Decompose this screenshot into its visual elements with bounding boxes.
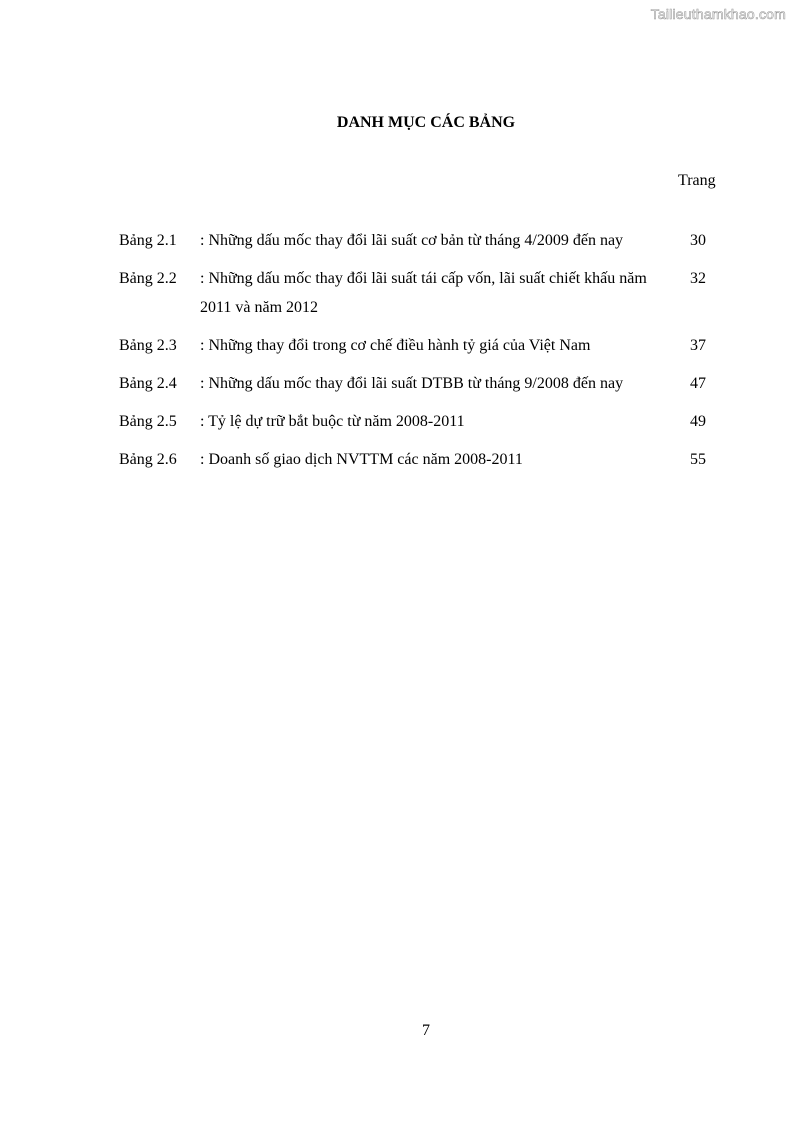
table-description: : Những dấu mốc thay đổi lãi suất tái cấp vốn, lãi suất chiết khấu năm 2011 và năm 2012 xyxy=(200,270,647,316)
table-label: Bảng 2.6 xyxy=(119,451,177,468)
table-description: : Những thay đổi trong cơ chế điều hành tỷ giá của Việt Nam xyxy=(200,337,591,354)
table-page: 30 xyxy=(690,232,706,249)
page-number: 7 xyxy=(422,1022,430,1039)
list-item xyxy=(119,407,719,436)
table-label: Bảng 2.2 xyxy=(119,270,177,287)
list-item xyxy=(119,226,719,255)
table-description: : Doanh số giao dịch NVTTM các năm 2008-2011 xyxy=(200,451,523,468)
table-page: 37 xyxy=(690,337,706,354)
table-label: Bảng 2.5 xyxy=(119,413,177,430)
table-page: 32 xyxy=(690,270,706,287)
watermark: Tailieuthamkhao.com xyxy=(650,6,786,22)
table-page: 47 xyxy=(690,375,706,392)
table-description: : Tỷ lệ dự trữ bắt buộc từ năm 2008-2011 xyxy=(200,413,465,430)
page-column-header: Trang xyxy=(678,172,716,189)
list-item xyxy=(119,369,719,398)
page-title: DANH MỤC CÁC BẢNG xyxy=(336,114,516,131)
table-page: 55 xyxy=(690,451,706,468)
table-list xyxy=(119,226,719,483)
table-description: : Những dấu mốc thay đổi lãi suất DTBB từ tháng 9/2008 đến nay xyxy=(200,375,624,392)
table-label: Bảng 2.4 xyxy=(119,375,177,392)
table-description: : Những dấu mốc thay đổi lãi suất cơ bản từ tháng 4/2009 đến nay xyxy=(200,232,624,249)
list-item xyxy=(119,264,719,322)
list-item xyxy=(119,445,719,474)
table-label: Bảng 2.1 xyxy=(119,232,177,249)
table-page: 49 xyxy=(690,413,706,430)
list-item xyxy=(119,331,719,360)
table-label: Bảng 2.3 xyxy=(119,337,177,354)
